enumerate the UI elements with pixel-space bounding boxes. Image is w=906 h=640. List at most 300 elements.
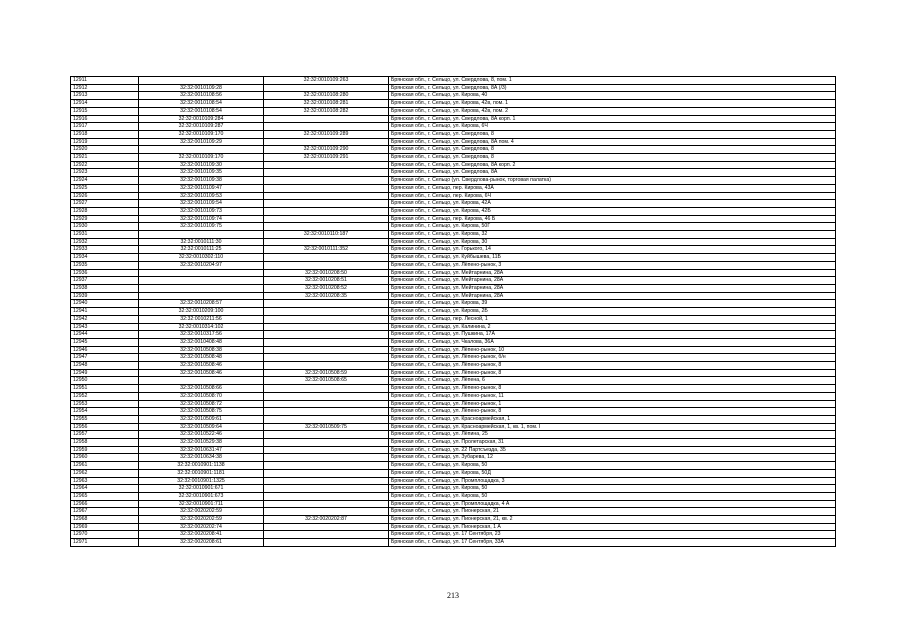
table-row [71, 215, 836, 223]
address-cell: Брянская обл., г. Сельцо, ул. Свердлова, 8А корп. 1 [389, 115, 836, 123]
building-cadastral-cell: 32:32:0010208:50 [264, 269, 389, 277]
table-row [71, 223, 836, 231]
address-cell: Брянская обл., г. Сельцо, ул. Кирова, 42в, пом. 1 [389, 100, 836, 108]
table-row [71, 323, 836, 331]
table-row [71, 254, 836, 262]
address-cell: Брянская обл., г. Сельцо, ул. Пионерская, 21 [389, 508, 836, 516]
table-row [71, 292, 836, 300]
address-cell: Брянская обл., г. Сельцо, ул. Промплощадка, 3 [389, 477, 836, 485]
address-cell: Брянская обл., г. Сельцо, ул. Кирова, 40 [389, 92, 836, 100]
land-cadastral-cell: 32:32:0010111:25 [139, 246, 264, 254]
land-cadastral-cell: 32:32:0010508:66 [139, 385, 264, 393]
address-cell: Брянская обл., г. Сельцо, ул. Лёпено-рынок, 8 [389, 362, 836, 370]
building-cadastral-cell [264, 207, 389, 215]
table-row [71, 138, 836, 146]
land-cadastral-cell: 32:32:0020202:59 [139, 508, 264, 516]
row-number-cell: 12926 [71, 192, 139, 200]
address-cell: Брянская обл., г. Сельцо, ул. Чкалова, 36А [389, 338, 836, 346]
row-number-cell: 12919 [71, 138, 139, 146]
land-cadastral-cell: 32:32:0010109:170 [139, 154, 264, 162]
row-number-cell: 12934 [71, 254, 139, 262]
building-cadastral-cell [264, 315, 389, 323]
table-row [71, 516, 836, 524]
land-cadastral-cell: 32:32:0010108:54 [139, 100, 264, 108]
row-number-cell: 12966 [71, 500, 139, 508]
land-cadastral-cell: 32:32:0010109:73 [139, 207, 264, 215]
building-cadastral-cell [264, 200, 389, 208]
row-number-cell: 12958 [71, 439, 139, 447]
building-cadastral-cell: 32:32:0020202:87 [264, 516, 389, 524]
land-cadastral-cell: 32:32:0010508:75 [139, 408, 264, 416]
row-number-cell: 12939 [71, 292, 139, 300]
building-cadastral-cell: 32:32:0010108:281 [264, 100, 389, 108]
row-number-cell: 12937 [71, 277, 139, 285]
address-cell: Брянская обл., г. Сельцо, ул. Свердлова, 8 [389, 154, 836, 162]
building-cadastral-cell: 32:32:0010208:35 [264, 292, 389, 300]
address-cell: Брянская обл., г. Сельцо, ул. Зубарева, 12 [389, 454, 836, 462]
table-row [71, 207, 836, 215]
row-number-cell: 12946 [71, 346, 139, 354]
address-cell: Брянская обл., г. Сельцо, пер. Кирова, 46 Б [389, 215, 836, 223]
land-cadastral-cell: 32:32:0010302:110 [139, 254, 264, 262]
building-cadastral-cell [264, 323, 389, 331]
building-cadastral-cell [264, 331, 389, 339]
building-cadastral-cell [264, 192, 389, 200]
building-cadastral-cell [264, 523, 389, 531]
address-cell: Брянская обл., г. Сельцо, ул. Красноармейская, 1, кв. 1, пом. I [389, 423, 836, 431]
address-cell: Брянская обл., г. Сельцо, ул. Пионерская, 1 А [389, 523, 836, 531]
row-number-cell: 12971 [71, 539, 139, 547]
address-cell: Брянская обл., г. Сельцо, ул. 22 Партсъезда, 35 [389, 446, 836, 454]
land-cadastral-cell: 32:32:0010901:1325 [139, 477, 264, 485]
building-cadastral-cell [264, 531, 389, 539]
land-cadastral-cell: 32:32:0010508:48 [139, 354, 264, 362]
table-row [71, 246, 836, 254]
row-number-cell: 12943 [71, 323, 139, 331]
building-cadastral-cell [264, 431, 389, 439]
land-cadastral-cell: 32:32:0010529:38 [139, 439, 264, 447]
address-cell: Брянская обл., г. Сельцо, ул. Свердлова, 8А корп. 2 [389, 161, 836, 169]
address-cell: Брянская обл., г. Сельцо, ул. Пролетарская, 31 [389, 439, 836, 447]
land-cadastral-cell: 32:32:0010208:57 [139, 300, 264, 308]
land-cadastral-cell: 32:32:0010108:54 [139, 107, 264, 115]
row-number-cell: 12929 [71, 215, 139, 223]
table-row [71, 431, 836, 439]
table-row [71, 446, 836, 454]
table-row [71, 184, 836, 192]
building-cadastral-cell [264, 254, 389, 262]
address-cell: Брянская обл., г. Сельцо, ул. Лёпено-рынок, 8 [389, 408, 836, 416]
table-row [71, 485, 836, 493]
table-row [71, 269, 836, 277]
table-row [71, 454, 836, 462]
land-cadastral-cell: 32:32:0010314:102 [139, 323, 264, 331]
row-number-cell: 12955 [71, 415, 139, 423]
row-number-cell: 12960 [71, 454, 139, 462]
row-number-cell: 12938 [71, 284, 139, 292]
land-cadastral-cell: 32:32:0010211:56 [139, 315, 264, 323]
building-cadastral-cell: 32:32:0010110:187 [264, 231, 389, 239]
table-row [71, 261, 836, 269]
row-number-cell: 12969 [71, 523, 139, 531]
address-cell: Брянская обл., г. Сельцо, ул. Лёпено-рынок, б/н [389, 354, 836, 362]
row-number-cell: 12925 [71, 184, 139, 192]
row-number-cell: 12933 [71, 246, 139, 254]
row-number-cell: 12956 [71, 423, 139, 431]
building-cadastral-cell [264, 115, 389, 123]
row-number-cell: 12921 [71, 154, 139, 162]
land-cadastral-cell: 32:32:0020208:41 [139, 531, 264, 539]
address-cell: Брянская обл., г. Сельцо, ул. Свердлова, 8А (/3) [389, 84, 836, 92]
row-number-cell: 12949 [71, 369, 139, 377]
building-cadastral-cell: 32:32:0010508:59 [264, 369, 389, 377]
building-cadastral-cell: 32:32:0010108:282 [264, 107, 389, 115]
row-number-cell: 12941 [71, 308, 139, 316]
row-number-cell: 12915 [71, 107, 139, 115]
address-cell: Брянская обл., г. Сельцо, ул. Кирова, 2Б [389, 308, 836, 316]
building-cadastral-cell: 32:32:0010508:65 [264, 377, 389, 385]
address-cell: Брянская обл., г. Сельцо, ул. Промплощадка, 4 А [389, 500, 836, 508]
table-row [71, 284, 836, 292]
land-cadastral-cell: 32:32:0010317:56 [139, 331, 264, 339]
row-number-cell: 12951 [71, 385, 139, 393]
row-number-cell: 12923 [71, 169, 139, 177]
table-row [71, 177, 836, 185]
table-row [71, 377, 836, 385]
building-cadastral-cell [264, 238, 389, 246]
address-cell: Брянская обл., г. Сельцо, пер. Кирова, 43А [389, 184, 836, 192]
building-cadastral-cell [264, 354, 389, 362]
building-cadastral-cell: 32:32:0010108:280 [264, 92, 389, 100]
address-cell: Брянская обл., г. Сельцо, ул. Свердлова, 8А пом. 4 [389, 138, 836, 146]
land-cadastral-cell: 32:32:0010109:284 [139, 115, 264, 123]
address-cell: Брянская обл., г. Сельцо, ул. Кирова, 50 [389, 492, 836, 500]
table-row [71, 308, 836, 316]
table-row [71, 523, 836, 531]
row-number-cell: 12959 [71, 446, 139, 454]
table-row [71, 415, 836, 423]
land-cadastral-cell: 32:32:0010111:30 [139, 238, 264, 246]
land-cadastral-cell: 32:32:0010901:1138 [139, 462, 264, 470]
table-row [71, 531, 836, 539]
building-cadastral-cell: 32:32:0010109:263 [264, 77, 389, 85]
table-row [71, 77, 836, 85]
land-cadastral-cell: 32:32:0010109:170 [139, 130, 264, 138]
building-cadastral-cell [264, 308, 389, 316]
table-row [71, 169, 836, 177]
address-cell: Брянская обл., г. Сельцо, ул. Свердлова, 8А [389, 169, 836, 177]
table-body [71, 77, 836, 547]
building-cadastral-cell [264, 362, 389, 370]
building-cadastral-cell [264, 400, 389, 408]
address-cell: Брянская обл., г. Сельцо, ул. Калинина, 2 [389, 323, 836, 331]
table-row [71, 500, 836, 508]
row-number-cell: 12930 [71, 223, 139, 231]
property-register-table [70, 76, 836, 547]
land-cadastral-cell: 32:32:0010209:100 [139, 308, 264, 316]
building-cadastral-cell [264, 338, 389, 346]
building-cadastral-cell [264, 84, 389, 92]
address-cell: Брянская обл., г. Сельцо, ул. Лёпено-рынок, 8 [389, 369, 836, 377]
row-number-cell: 12948 [71, 362, 139, 370]
address-cell: Брянская обл., г. Сельцо, ул. Пушкина, 17А [389, 331, 836, 339]
row-number-cell: 12945 [71, 338, 139, 346]
address-cell: Брянская обл., г. Сельцо, ул. Лёпена, 6 [389, 377, 836, 385]
land-cadastral-cell: 32:32:0010109:35 [139, 169, 264, 177]
building-cadastral-cell [264, 454, 389, 462]
row-number-cell: 12928 [71, 207, 139, 215]
address-cell: Брянская обл., г. Сельцо, ул. Пионерская, 21, кв. 2 [389, 516, 836, 524]
row-number-cell: 12922 [71, 161, 139, 169]
building-cadastral-cell: 32:32:0010208:52 [264, 284, 389, 292]
land-cadastral-cell: 32:32:0010508:46 [139, 369, 264, 377]
table-row [71, 192, 836, 200]
land-cadastral-cell: 32:32:0010109:75 [139, 223, 264, 231]
table-row [71, 338, 836, 346]
address-cell: Брянская обл., г. Сельцо, ул. Кирова, 32 [389, 231, 836, 239]
row-number-cell: 12912 [71, 84, 139, 92]
address-cell: Брянская обл., г. Сельцо, ул. Свердлова, 8 [389, 146, 836, 154]
row-number-cell: 12918 [71, 130, 139, 138]
table-row [71, 300, 836, 308]
row-number-cell: 12963 [71, 477, 139, 485]
building-cadastral-cell [264, 462, 389, 470]
land-cadastral-cell: 32:32:0010901:1181 [139, 469, 264, 477]
address-cell: Брянская обл., г. Сельцо (ул. Свердлова-рынок, торговая палатка) [389, 177, 836, 185]
address-cell: Брянская обл., г. Сельцо, ул. Лёпено-рынок, 3 [389, 261, 836, 269]
address-cell: Брянская обл., г. Сельцо, ул. 17 Сентября, 33А [389, 539, 836, 547]
land-cadastral-cell [139, 231, 264, 239]
table-row [71, 130, 836, 138]
address-cell: Брянская обл., г. Сельцо, ул. Мейтарнина, 28А [389, 292, 836, 300]
building-cadastral-cell [264, 177, 389, 185]
page-number: 213 [447, 591, 459, 600]
table-row [71, 315, 836, 323]
building-cadastral-cell [264, 385, 389, 393]
address-cell: Брянская обл., г. Сельцо, ул. Куйбышева, 11Б [389, 254, 836, 262]
land-cadastral-cell: 32:32:0010109:47 [139, 184, 264, 192]
address-cell: Брянская обл., г. Сельцо, ул. Лёпено-рынок, 11 [389, 392, 836, 400]
address-cell: Брянская обл., г. Сельцо, ул. Кирова, 42Б [389, 207, 836, 215]
building-cadastral-cell: 32:32:0010109:291 [264, 154, 389, 162]
building-cadastral-cell [264, 161, 389, 169]
land-cadastral-cell: 32:32:0010109:287 [139, 123, 264, 131]
row-number-cell: 12940 [71, 300, 139, 308]
building-cadastral-cell [264, 392, 389, 400]
land-cadastral-cell: 32:32:0010634:38 [139, 454, 264, 462]
address-cell: Брянская обл., г. Сельцо, ул. Кирова, 42в, пом. 2 [389, 107, 836, 115]
land-cadastral-cell [139, 269, 264, 277]
building-cadastral-cell [264, 439, 389, 447]
address-cell: Брянская обл., г. Сельцо, ул. Кирова, 50Д [389, 469, 836, 477]
table-row [71, 84, 836, 92]
table-row [71, 146, 836, 154]
land-cadastral-cell: 32:32:0010204:97 [139, 261, 264, 269]
address-cell: Брянская обл., г. Сельцо, ул. Кирова, 50Г [389, 223, 836, 231]
building-cadastral-cell [264, 123, 389, 131]
land-cadastral-cell: 32:32:0010109:38 [139, 177, 264, 185]
address-cell: Брянская обл., г. Сельцо, ул. Мейтарнина, 28А [389, 284, 836, 292]
row-number-cell: 12947 [71, 354, 139, 362]
building-cadastral-cell [264, 184, 389, 192]
building-cadastral-cell [264, 446, 389, 454]
building-cadastral-cell [264, 485, 389, 493]
row-number-cell: 12944 [71, 331, 139, 339]
building-cadastral-cell: 32:32:0010109:289 [264, 130, 389, 138]
land-cadastral-cell [139, 146, 264, 154]
land-cadastral-cell: 32:32:0010109:54 [139, 200, 264, 208]
land-cadastral-cell: 32:32:0010508:46 [139, 362, 264, 370]
land-cadastral-cell: 32:32:0010109:53 [139, 192, 264, 200]
table-row [71, 492, 836, 500]
table-row [71, 331, 836, 339]
address-cell: Брянская обл., г. Сельцо, ул. Лёпено-рынок, 10 [389, 346, 836, 354]
table-row [71, 107, 836, 115]
building-cadastral-cell [264, 539, 389, 547]
land-cadastral-cell: 32:32:0010508:70 [139, 392, 264, 400]
building-cadastral-cell [264, 223, 389, 231]
land-cadastral-cell: 32:32:0010108:56 [139, 92, 264, 100]
building-cadastral-cell [264, 469, 389, 477]
building-cadastral-cell [264, 408, 389, 416]
address-cell: Брянская обл., г. Сельцо, пер. Кирова, 6Ч [389, 192, 836, 200]
address-cell: Брянская обл., г. Сельцо, ул. Кирова, 39 [389, 300, 836, 308]
table-row [71, 362, 836, 370]
land-cadastral-cell: 32:32:0010109:74 [139, 215, 264, 223]
land-cadastral-cell: 32:32:0010508:38 [139, 346, 264, 354]
land-cadastral-cell: 32:32:0010109:30 [139, 161, 264, 169]
row-number-cell: 12954 [71, 408, 139, 416]
land-cadastral-cell [139, 284, 264, 292]
table-row [71, 123, 836, 131]
address-cell: Брянская обл., г. Сельцо, ул. Красноармейская, 1 [389, 415, 836, 423]
row-number-cell: 12942 [71, 315, 139, 323]
row-number-cell: 12952 [71, 392, 139, 400]
building-cadastral-cell: 32:32:0010109:290 [264, 146, 389, 154]
row-number-cell: 12957 [71, 431, 139, 439]
address-cell: Брянская обл., г. Сельцо, ул. Лёпено-рынок, 1 [389, 400, 836, 408]
address-cell: Брянская обл., г. Сельцо, ул. Кирова, 50 [389, 462, 836, 470]
land-cadastral-cell: 32:32:0020202:74 [139, 523, 264, 531]
row-number-cell: 12964 [71, 485, 139, 493]
table-row [71, 115, 836, 123]
building-cadastral-cell [264, 492, 389, 500]
table-row [71, 508, 836, 516]
land-cadastral-cell: 32:32:0020208:61 [139, 539, 264, 547]
land-cadastral-cell: 32:32:0010509:64 [139, 423, 264, 431]
table-row [71, 423, 836, 431]
row-number-cell: 12968 [71, 516, 139, 524]
land-cadastral-cell: 32:32:0010509:61 [139, 415, 264, 423]
row-number-cell: 12970 [71, 531, 139, 539]
land-cadastral-cell: 32:32:0010631:47 [139, 446, 264, 454]
table-row [71, 346, 836, 354]
building-cadastral-cell [264, 500, 389, 508]
row-number-cell: 12924 [71, 177, 139, 185]
building-cadastral-cell [264, 415, 389, 423]
row-number-cell: 12916 [71, 115, 139, 123]
table-row [71, 200, 836, 208]
building-cadastral-cell [264, 508, 389, 516]
land-cadastral-cell: 32:32:0010901:671 [139, 485, 264, 493]
table-row [71, 100, 836, 108]
row-number-cell: 12961 [71, 462, 139, 470]
table-row [71, 369, 836, 377]
table-row [71, 469, 836, 477]
address-cell: Брянская обл., г. Сельцо, ул. Мейтарнина, 28А [389, 277, 836, 285]
table-row [71, 161, 836, 169]
table-row [71, 408, 836, 416]
row-number-cell: 12932 [71, 238, 139, 246]
land-cadastral-cell: 32:32:0010109:29 [139, 138, 264, 146]
table-row [71, 400, 836, 408]
address-cell: Брянская обл., г. Сельцо, ул. Кирова, 30 [389, 238, 836, 246]
land-cadastral-cell [139, 292, 264, 300]
building-cadastral-cell [264, 261, 389, 269]
table-row [71, 392, 836, 400]
land-cadastral-cell: 32:32:0010901:711 [139, 500, 264, 508]
building-cadastral-cell [264, 300, 389, 308]
building-cadastral-cell [264, 215, 389, 223]
row-number-cell: 12913 [71, 92, 139, 100]
building-cadastral-cell [264, 138, 389, 146]
address-cell: Брянская обл., г. Сельцо, ул. Кирова, 42А [389, 200, 836, 208]
address-cell: Брянская обл., г. Сельцо, ул. Свердлова, 8 [389, 130, 836, 138]
row-number-cell: 12953 [71, 400, 139, 408]
address-cell: Брянская обл., г. Сельцо, ул. Кирова, 6Ч [389, 123, 836, 131]
table-row [71, 354, 836, 362]
row-number-cell: 12962 [71, 469, 139, 477]
table-row [71, 92, 836, 100]
row-number-cell: 12914 [71, 100, 139, 108]
address-cell: Брянская обл., г. Сельцо, пер. Лесной, 1 [389, 315, 836, 323]
land-cadastral-cell: 32:32:0010901:673 [139, 492, 264, 500]
row-number-cell: 12920 [71, 146, 139, 154]
address-cell: Брянская обл., г. Сельцо, ул. Лёпина, 25 [389, 431, 836, 439]
address-cell: Брянская обл., г. Сельцо, ул. Лёпено-рынок, 8 [389, 385, 836, 393]
address-cell: Брянская обл., г. Сельцо, ул. Свердлова, 8, пом. 1 [389, 77, 836, 85]
land-cadastral-cell [139, 377, 264, 385]
address-cell: Брянская обл., г. Сельцо, ул. 17 Сентября, 23 [389, 531, 836, 539]
address-cell: Брянская обл., г. Сельцо, ул. Кирова, 50 [389, 485, 836, 493]
building-cadastral-cell [264, 169, 389, 177]
table-row [71, 539, 836, 547]
table-row [71, 238, 836, 246]
table-row [71, 477, 836, 485]
land-cadastral-cell: 32:32:0010408:48 [139, 338, 264, 346]
table-row [71, 462, 836, 470]
table-row [71, 231, 836, 239]
table-row [71, 277, 836, 285]
row-number-cell: 12950 [71, 377, 139, 385]
row-number-cell: 12927 [71, 200, 139, 208]
table-row [71, 385, 836, 393]
land-cadastral-cell [139, 277, 264, 285]
row-number-cell: 12967 [71, 508, 139, 516]
land-cadastral-cell: 32:32:0010508:72 [139, 400, 264, 408]
building-cadastral-cell [264, 477, 389, 485]
row-number-cell: 12911 [71, 77, 139, 85]
land-cadastral-cell: 32:32:0010522:46 [139, 431, 264, 439]
address-cell: Брянская обл., г. Сельцо, ул. Мейтарнина, 28А [389, 269, 836, 277]
land-cadastral-cell: 32:32:0010109:28 [139, 84, 264, 92]
table-row [71, 439, 836, 447]
table-row [71, 154, 836, 162]
row-number-cell: 12931 [71, 231, 139, 239]
row-number-cell: 12935 [71, 261, 139, 269]
building-cadastral-cell: 32:32:0010509:75 [264, 423, 389, 431]
land-cadastral-cell [139, 77, 264, 85]
